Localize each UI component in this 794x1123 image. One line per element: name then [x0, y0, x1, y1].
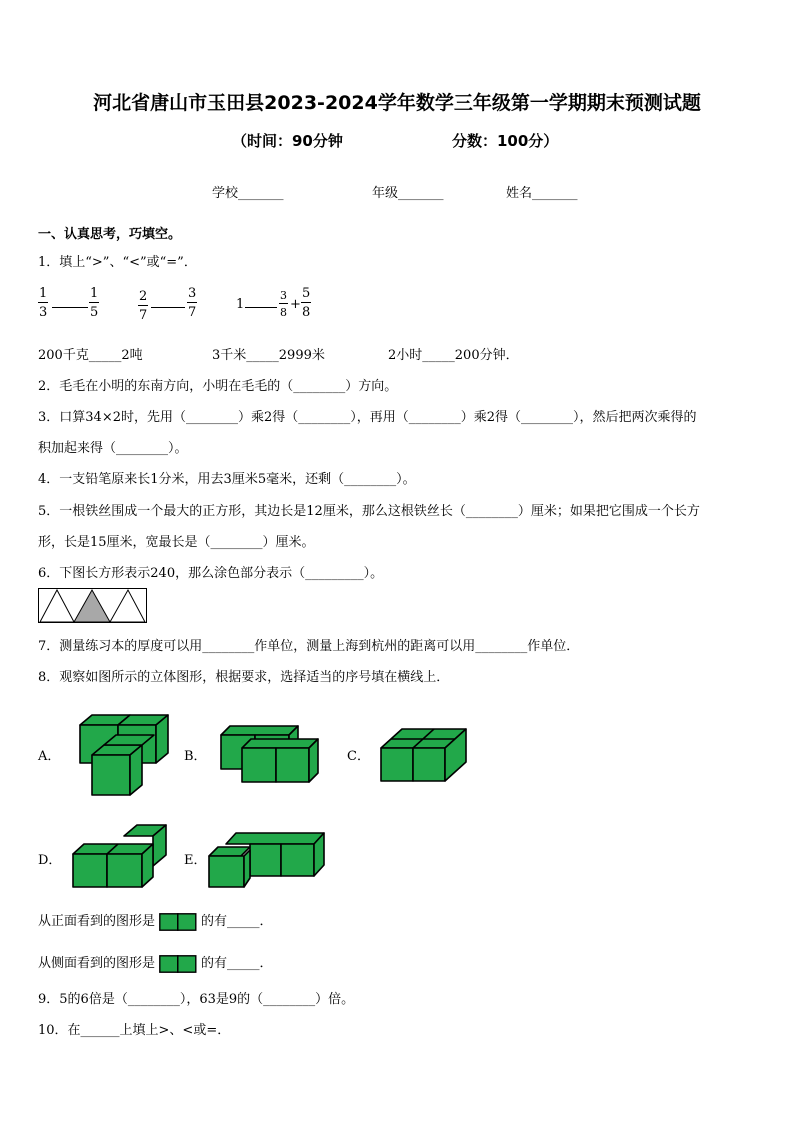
- question-7: 7．测量练习本的厚度可以用________作单位，测量上海到杭州的距离可以用________作单位．: [38, 639, 580, 654]
- side-view-suffix: 的有_____．: [201, 956, 273, 971]
- fraction-3-7: $\frac{3}{7}$: [188, 286, 197, 320]
- option-c-label: C．: [347, 749, 370, 764]
- question-2: 2．毛毛在小明的东南方向，小明在毛毛的（________）方向。: [38, 379, 398, 394]
- question-4: 4．一支铅笔原来长1分米，用去3厘米5毫米，还剩（________）。: [38, 472, 416, 487]
- grade-field: 年级_______: [372, 186, 444, 201]
- school-field: 学校_______: [212, 186, 284, 201]
- question-5-line-2: 形，长是15厘米，宽最长是（________）厘米。: [38, 535, 315, 550]
- page-title: 河北省唐山市玉田县2023-2024学年数学三年级第一学期期末预测试题: [93, 92, 701, 114]
- cube-figure-a: [76, 713, 172, 799]
- compare-weight: 200千克_____2吨: [38, 348, 143, 363]
- option-b-label: B．: [184, 749, 207, 764]
- cube-figure-c: [378, 726, 470, 784]
- exam-time: （时间：90分钟: [232, 132, 343, 150]
- fraction-5-8: $\frac{5}{8}$: [302, 286, 311, 320]
- question-6: 6．下图长方形表示240，那么涂色部分表示（_________）。: [38, 566, 384, 581]
- question-1-text: 1．填上“>”、“<”或“=”．: [38, 255, 197, 270]
- cube-figure-e: [206, 830, 326, 890]
- cube-figure-b: [218, 723, 322, 785]
- two-squares-icon: [159, 913, 197, 931]
- side-view-prefix: 从侧面看到的图形是: [38, 956, 156, 971]
- fraction-2-7: $\frac{2}{7}$: [139, 289, 148, 323]
- compare-time: 2小时_____200分钟．: [388, 348, 519, 363]
- option-d-label: D．: [38, 853, 62, 868]
- answer-blank: [52, 307, 88, 308]
- question-3-line-1: 3．口算34×2时，先用（________）乘2得（________），再用（________）乘2得（________），然后把两次乘得的: [38, 410, 697, 425]
- question-10: 10．在______上填上>、<或=．: [38, 1023, 231, 1038]
- side-view-question: [38, 952, 273, 973]
- option-a-label: A．: [38, 749, 61, 764]
- triangle-rectangle-figure: [38, 588, 148, 624]
- two-squares-icon: [159, 955, 197, 973]
- name-field: 姓名_______: [506, 186, 578, 201]
- answer-blank: [151, 307, 185, 308]
- front-view-prefix: 从正面看到的图形是: [38, 914, 156, 929]
- cube-figure-d: [70, 822, 170, 890]
- plus-sign: +: [290, 297, 301, 312]
- fraction-3-8: $\frac{3}{8}$: [280, 289, 287, 319]
- question-9: 9．5的6倍是（________），63是9的（________）倍。: [38, 992, 355, 1007]
- fraction-1-3: $\frac{1}{3}$: [39, 286, 48, 320]
- question-8-text: 8．观察如图所示的立体图形，根据要求，选择适当的序号填在横线上．: [38, 670, 450, 685]
- front-view-suffix: 的有_____．: [201, 914, 273, 929]
- exam-score: 分数：100分）: [452, 132, 559, 150]
- fraction-1-5: $\frac{1}{5}$: [90, 286, 99, 320]
- answer-blank: [245, 307, 277, 308]
- compare-length: 3千米_____2999米: [212, 348, 325, 363]
- front-view-question: [38, 910, 273, 931]
- question-5-line-1: 5．一根铁丝围成一个最大的正方形，其边长是12厘米，那么这根铁丝长（________）厘米；如果把它围成一个长方: [38, 504, 700, 519]
- option-e-label: E．: [184, 853, 207, 868]
- section-heading: 一、认真思考，巧填空。: [38, 227, 182, 242]
- number-one: 1: [236, 297, 245, 312]
- question-3-line-2: 积加起来得（________）。: [38, 441, 188, 456]
